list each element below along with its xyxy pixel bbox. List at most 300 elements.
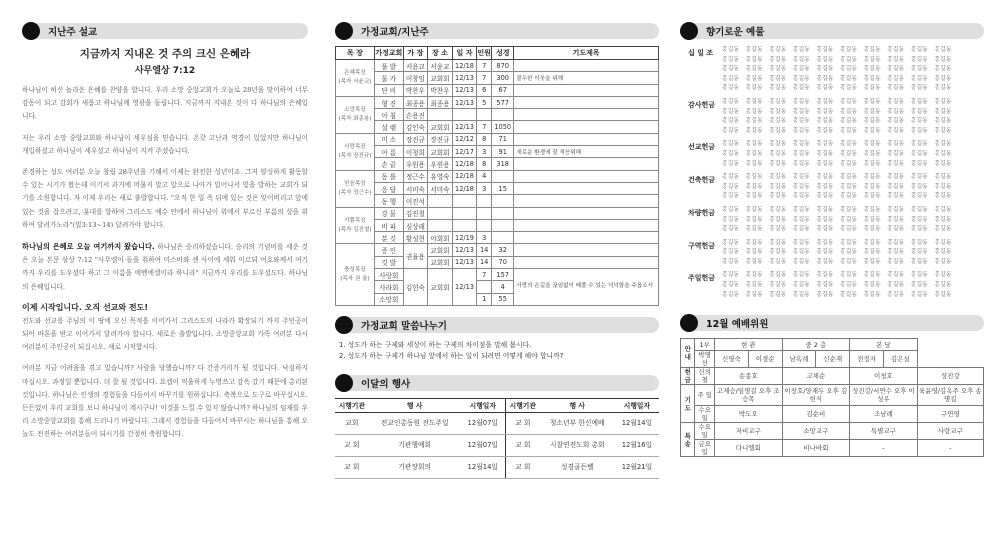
donor-name: 홍길동 xyxy=(816,193,834,200)
table-header: 일 자 xyxy=(452,47,477,60)
table-cell: 심상래 xyxy=(403,219,428,231)
table-cell: 14 xyxy=(477,256,492,268)
donor-name: 홍길동 xyxy=(863,206,881,213)
staff-cell: - xyxy=(917,440,983,457)
table-cell: 870 xyxy=(492,60,514,72)
donor-name: 홍길동 xyxy=(722,150,740,157)
donor-name: 홍길동 xyxy=(863,291,881,298)
donor-name: 홍길동 xyxy=(792,239,810,246)
donor-name: 홍길동 xyxy=(887,75,905,82)
donor-name: 홍길동 xyxy=(887,258,905,265)
staff-cell: 이경순 xyxy=(748,351,782,368)
donor-name: 홍길동 xyxy=(816,160,834,167)
donor-name: 홍길동 xyxy=(934,150,952,157)
table-cell: 교회회 xyxy=(428,269,453,306)
offering-label: 건축헌금 xyxy=(688,176,716,185)
donor-name: 홍길동 xyxy=(745,226,763,233)
donor-name: 홍길동 xyxy=(934,193,952,200)
donor-name: 홍길동 xyxy=(745,282,763,289)
donor-name: 홍길동 xyxy=(745,108,763,115)
table-cell: 12/18 xyxy=(452,158,477,170)
offering-label: 주일헌금 xyxy=(688,274,716,283)
group-leader: (목자 정근수) xyxy=(338,189,372,196)
offering-names xyxy=(722,173,984,202)
donor-name: 홍길동 xyxy=(792,66,810,73)
donor-name: 홍길동 xyxy=(839,141,858,148)
offering-line xyxy=(722,206,984,216)
donor-name: 홍길동 xyxy=(863,249,881,256)
donor-name: 홍길동 xyxy=(722,66,740,73)
prayer-cell xyxy=(514,60,659,72)
donor-name: 홍길동 xyxy=(910,216,928,223)
donor-name: 홍길동 xyxy=(722,160,740,167)
bullet-icon xyxy=(680,22,698,40)
donor-name: 홍길동 xyxy=(722,249,740,256)
staff-cell: 다니엘회 xyxy=(714,440,782,457)
donor-name: 홍길동 xyxy=(769,108,787,115)
table-cell xyxy=(428,219,453,231)
donor-name: 홍길동 xyxy=(934,127,952,134)
table-cell: 1050 xyxy=(492,121,514,133)
table-row xyxy=(336,244,659,256)
donor-name: 홍길동 xyxy=(839,127,858,134)
worship-staff-header: 12월 예배위원 xyxy=(680,314,984,332)
offering-label: 차량헌금 xyxy=(688,208,716,217)
offering-line xyxy=(722,281,984,291)
donor-name: 홍길동 xyxy=(769,56,787,63)
donor-name: 홍길동 xyxy=(792,85,810,92)
donor-name: 홍길동 xyxy=(792,174,810,181)
donor-name: 홍길동 xyxy=(769,141,787,148)
offering-label: 감사헌금 xyxy=(688,100,716,109)
table-cell: 12/17 xyxy=(452,146,477,158)
table-cell xyxy=(477,109,492,121)
event-cell: 교 회 xyxy=(505,456,539,478)
donor-name: 홍길동 xyxy=(769,291,787,298)
table-cell: 55 xyxy=(492,293,514,305)
offering-staff-label: 헌금 xyxy=(681,368,695,385)
donor-name: 홍길동 xyxy=(769,85,787,92)
staff-cell: 사랑교구 xyxy=(917,423,983,440)
table-cell xyxy=(492,170,514,182)
donor-name: 홍길동 xyxy=(816,206,834,213)
donor-name: 홍길동 xyxy=(722,108,740,115)
event-cell: 12월14일 xyxy=(461,456,506,478)
time-cell: 금요일 xyxy=(695,440,715,457)
donor-name: 홍길동 xyxy=(839,85,858,92)
staff-cell: 성진강/서연수 오후 이성우 xyxy=(850,385,918,406)
staff-cell: 고제승/임명길 오후 조승목 xyxy=(714,385,782,406)
donor-name: 홍길동 xyxy=(910,150,928,157)
sermon-paragraph: 존경하는 성도 여러분 오늘 창립 28주년을 기해서 이제는 완전한 성년이죠. 그저 양성하게 활동할 수 있는 시기가 왔는데 이기서 과거에 머물지 말고 앞으로 나아가 일어나서 빛을 발하는 교회가 되기를 소원합니다. 자 이제 우리는 새로 출발합니다. "오직 한 일 즉 뒤에 있는 것은 잊어버리고 앞에 있는 것을 잡으려고, 푯대를 향하여 그리스도 예수 안에서 하나님이 위에서 부르신 부름의 상을 위하여 달려가노라"(빌3:13~14) 달려가야 합니다. xyxy=(22,168,308,229)
donor-name: 홍길동 xyxy=(792,47,810,53)
donor-name: 홍길동 xyxy=(863,127,881,134)
prayer-cell xyxy=(514,109,659,121)
table-row xyxy=(335,412,659,434)
staff-cell: 성진강 xyxy=(917,368,983,385)
donor-name: 홍길동 xyxy=(722,291,740,298)
donor-name: 홍길동 xyxy=(769,272,787,279)
donor-name: 홍길동 xyxy=(745,118,763,125)
table-row xyxy=(336,207,659,219)
donor-name: 홍길동 xyxy=(792,183,810,190)
table-cell: 70 xyxy=(492,256,514,268)
offering-line xyxy=(722,216,984,226)
table-cell: 3 xyxy=(477,232,492,244)
table-cell: 4 xyxy=(477,170,492,182)
donor-name: 홍길동 xyxy=(887,141,905,148)
table-cell: 미 소 xyxy=(374,133,403,145)
donor-name: 홍길동 xyxy=(816,85,834,92)
table-cell: 김진철 xyxy=(403,207,428,219)
donor-name: 홍길동 xyxy=(745,56,763,63)
donor-name: 홍길동 xyxy=(745,272,763,279)
events-header: 이달의 행사 xyxy=(335,374,659,392)
donor-name: 홍길동 xyxy=(910,239,928,246)
donor-name: 홍길동 xyxy=(769,127,787,134)
table-cell: 박찬우 xyxy=(403,84,428,96)
donor-name: 홍길동 xyxy=(722,141,740,148)
donor-name: 홍길동 xyxy=(816,174,834,181)
donor-name: 홍길동 xyxy=(863,258,881,265)
event-cell: 청소년부 한신예배 xyxy=(540,412,615,434)
offering-names xyxy=(722,98,984,136)
offering-row xyxy=(688,140,984,169)
donor-name: 홍길동 xyxy=(839,239,858,246)
donor-name: 홍길동 xyxy=(934,141,952,148)
donor-name: 홍길동 xyxy=(910,108,928,115)
table-cell xyxy=(477,219,492,231)
staff-cell: 저비교구 xyxy=(714,423,782,440)
table-cell: 5 xyxy=(477,96,492,108)
group-leader: (목자 최종용) xyxy=(338,115,372,122)
offering-line xyxy=(722,127,984,137)
donor-name: 홍길동 xyxy=(839,206,858,213)
offering-line xyxy=(722,160,984,170)
offering-line xyxy=(722,291,984,301)
donor-name: 홍길동 xyxy=(722,98,740,105)
staff-cell: 비나바회 xyxy=(782,440,850,457)
donor-name: 홍길동 xyxy=(769,239,787,246)
donor-name: 홍길동 xyxy=(887,216,905,223)
offering-row xyxy=(688,271,984,300)
prayer-cell xyxy=(514,195,659,207)
donor-name: 홍길동 xyxy=(887,272,905,279)
donor-name: 홍길동 xyxy=(863,160,881,167)
table-row xyxy=(336,219,659,231)
table-cell: 1 xyxy=(477,293,492,305)
prayer-cell xyxy=(514,244,659,256)
donor-name: 홍길동 xyxy=(745,183,763,190)
donor-name: 홍길동 xyxy=(816,56,834,63)
sermon-subheading: 이제 시작입니다. 오직 선교와 전도! xyxy=(22,302,149,312)
event-cell: 12월14일 xyxy=(615,412,659,434)
donor-name: 홍길동 xyxy=(722,226,740,233)
prayer-cell xyxy=(514,121,659,133)
table-cell: 이창임 xyxy=(403,72,428,84)
group-cell xyxy=(336,133,375,170)
donor-name: 홍길동 xyxy=(745,291,763,298)
staff-cell: 송종호 xyxy=(714,368,782,385)
staff-cell: 김은실 xyxy=(883,351,917,368)
bullet-icon xyxy=(335,316,353,334)
donor-name: 홍길동 xyxy=(934,108,952,115)
donor-name: 홍길동 xyxy=(934,160,952,167)
group-name: 소망목장 xyxy=(344,106,366,113)
table-row xyxy=(336,109,659,121)
question-item: 1. 성도가 하는 구제와 세상이 하는 구제의 차이점을 말해 봅시다. xyxy=(339,340,532,349)
donor-name: 홍길동 xyxy=(863,85,881,92)
event-cell: 성경골든벨 xyxy=(540,456,615,478)
staff-cell: 특별교구 xyxy=(850,423,918,440)
donor-name: 홍길동 xyxy=(887,150,905,157)
donor-name: 홍길동 xyxy=(792,193,810,200)
table-cell: 12/13 xyxy=(452,244,477,256)
table-cell: 91 xyxy=(492,146,514,158)
staff-cell: 이창호/양재두 오후 김헌식 xyxy=(782,385,850,406)
events-table xyxy=(335,398,659,479)
donor-name: 홍길동 xyxy=(722,174,740,181)
table-cell: 서윤교 xyxy=(428,60,453,72)
donor-name: 홍길동 xyxy=(816,282,834,289)
table-cell: 교회회 xyxy=(428,121,453,133)
offerings-header: 향기로운 예물 xyxy=(680,22,984,40)
offering-label: 십 일 조 xyxy=(688,49,714,57)
donor-name: 홍길동 xyxy=(910,272,928,279)
donor-name: 홍길동 xyxy=(887,206,905,213)
donor-name: 홍길동 xyxy=(863,193,881,200)
table-row xyxy=(336,96,659,108)
donor-name: 홍길동 xyxy=(745,141,763,148)
donor-name: 홍길동 xyxy=(816,47,834,53)
donor-name: 홍길동 xyxy=(745,150,763,157)
donor-name: 홍길동 xyxy=(792,98,810,105)
table-cell: 최종용 xyxy=(428,96,453,108)
event-cell: 교 회 xyxy=(335,456,369,478)
sermon-paragraph: 하나님이 허신 놀라운 은혜를 찬양을 합니다. 우리 소망 중앙교회가 오늘로 28년을 맞이하여 너무 감동이 되고 감회가 새롭고 하나님께 영광을 돌립니다. 지금까지 지내온 것이 다 하나님의 은혜입니다. xyxy=(22,86,308,121)
table-cell: 응 답 xyxy=(374,182,403,194)
offering-line xyxy=(722,239,984,249)
donor-name: 홍길동 xyxy=(769,282,787,289)
donor-name: 홍길동 xyxy=(863,108,881,115)
offering-line xyxy=(722,46,984,56)
donor-name: 홍길동 xyxy=(722,258,740,265)
time-cell: 주 일 xyxy=(695,385,715,406)
staff-cell: 박명선 xyxy=(695,351,715,368)
event-cell: 12월16일 xyxy=(615,434,659,456)
donor-name: 홍길동 xyxy=(769,98,787,105)
table-header: 목 장 xyxy=(336,47,375,60)
donor-name: 홍길동 xyxy=(863,141,881,148)
table-cell: 강 물 xyxy=(374,207,403,219)
table-cell: 장진규 xyxy=(403,133,428,145)
donor-name: 홍길동 xyxy=(792,249,810,256)
donor-name: 홍길동 xyxy=(816,226,834,233)
donor-name: 홍길동 xyxy=(722,85,740,92)
group-name: 사랑목장 xyxy=(344,143,366,150)
donor-name: 홍길동 xyxy=(887,174,905,181)
group-cell xyxy=(336,60,375,97)
donor-name: 홍길동 xyxy=(792,127,810,134)
donor-name: 홍길동 xyxy=(934,226,952,233)
staff-cell: 신영숙 xyxy=(714,351,748,368)
donor-name: 홍길동 xyxy=(839,66,858,73)
donor-name: 홍길동 xyxy=(816,75,834,82)
donor-name: 홍길동 xyxy=(769,150,787,157)
donor-name: 홍길동 xyxy=(934,183,952,190)
event-cell: 기관장회의 xyxy=(369,456,461,478)
table-cell: 야회회 xyxy=(428,232,453,244)
donor-name: 홍길동 xyxy=(910,282,928,289)
table-cell: 증 인 xyxy=(374,244,403,256)
donor-name: 홍길동 xyxy=(769,75,787,82)
table-cell: 7 xyxy=(477,269,492,281)
prayer-cell: 사랑의 손길을 끊임없이 베풀 수 있는 넉넉함을 주옵소서 xyxy=(514,269,659,306)
donor-name: 홍길동 xyxy=(934,174,952,181)
table-cell: 정근수 xyxy=(403,170,428,182)
donor-name: 홍길동 xyxy=(722,216,740,223)
donor-name: 홍길동 xyxy=(745,239,763,246)
donor-name: 홍길동 xyxy=(863,98,881,105)
table-cell: 권율용 xyxy=(403,244,428,269)
donor-name: 홍길동 xyxy=(722,47,740,53)
donor-name: 홍길동 xyxy=(792,272,810,279)
donor-name: 홍길동 xyxy=(887,66,905,73)
donor-name: 홍길동 xyxy=(910,141,928,148)
table-cell: 교회회 xyxy=(428,244,453,256)
table-cell xyxy=(492,232,514,244)
donor-name: 홍길동 xyxy=(839,150,858,157)
prayer-cell xyxy=(514,232,659,244)
offering-line xyxy=(722,258,984,268)
table-row xyxy=(335,456,659,478)
donor-name: 홍길동 xyxy=(769,160,787,167)
house-church-header: 가정교회/지난주 xyxy=(335,22,659,40)
table-cell: 12/18 xyxy=(452,182,477,194)
donor-name: 홍길동 xyxy=(816,108,834,115)
table-cell: 풀 밭 xyxy=(374,60,403,72)
offering-line xyxy=(722,75,984,85)
donor-name: 홍길동 xyxy=(839,282,858,289)
donor-name: 홍길동 xyxy=(792,206,810,213)
donor-name: 홍길동 xyxy=(816,291,834,298)
donor-name: 홍길동 xyxy=(887,193,905,200)
donor-name: 홍길동 xyxy=(934,249,952,256)
table-header: 시행기관 xyxy=(505,398,539,412)
donor-name: 홍길동 xyxy=(863,150,881,157)
table-header: 행 사 xyxy=(540,398,615,412)
donor-name: 홍길동 xyxy=(863,56,881,63)
table-cell: 교회회 xyxy=(428,256,453,268)
donor-name: 홍길동 xyxy=(934,56,952,63)
offering-row xyxy=(688,98,984,136)
donor-name: 홍길동 xyxy=(863,282,881,289)
special-label: 특송 xyxy=(681,423,695,457)
donor-name: 홍길동 xyxy=(887,118,905,125)
donor-name: 홍길동 xyxy=(839,118,858,125)
donor-name: 홍길동 xyxy=(745,98,763,105)
table-cell: 이청희 xyxy=(403,146,428,158)
offering-line xyxy=(722,192,984,202)
table-header: 시행기관 xyxy=(335,398,369,412)
staff-cell: 육윤영/김옥주 오후 송명길 xyxy=(917,385,983,406)
table-cell: 단 비 xyxy=(374,84,403,96)
table-cell: 4 xyxy=(492,281,514,293)
donor-name: 홍길동 xyxy=(934,98,952,105)
prayer-cell xyxy=(514,170,659,182)
table-cell: 12/12 xyxy=(452,133,477,145)
sermon-title: 지금까지 지내온 것 주의 크신 은혜라 xyxy=(79,48,251,60)
donor-name: 홍길동 xyxy=(792,258,810,265)
offering-line xyxy=(722,173,984,183)
donor-name: 홍길동 xyxy=(887,249,905,256)
table-cell: 12/13 xyxy=(452,256,477,268)
event-cell: 12월07일 xyxy=(461,434,506,456)
table-cell: 김헌숙 xyxy=(403,269,428,306)
group-cell xyxy=(336,244,375,305)
donor-name: 홍길동 xyxy=(910,174,928,181)
table-cell: 유영숙 xyxy=(428,170,453,182)
staff-cell: 박도오 xyxy=(714,406,782,423)
offering-line xyxy=(722,183,984,193)
table-cell: 손 끝 xyxy=(374,158,403,170)
donor-name: 홍길동 xyxy=(745,174,763,181)
table-cell: 3 xyxy=(477,146,492,158)
table-cell: 황성현 xyxy=(403,232,428,244)
donor-name: 홍길동 xyxy=(863,239,881,246)
donor-name: 홍길동 xyxy=(863,47,881,53)
table-cell: 우원용 xyxy=(403,158,428,170)
group-leader: (목자 김진철) xyxy=(338,226,372,233)
table-cell: 서윤교 xyxy=(403,60,428,72)
donor-name: 홍길동 xyxy=(839,174,858,181)
donor-name: 홍길동 xyxy=(722,282,740,289)
worship-staff-table: 안내 1부 현 관 중 2 층 본 당 박명선 신영숙 이경순 남옥례 신순재 전정자 김은실 헌금 신의철 송종호 고채순 이청호 성진강 기도 주 일 고제승/임명길 오후 조승목 이창호/양재두 오후 김헌식 성진강/서연수 오후 이성우 육윤영/김옥주 오후 송명길 수요일 박도오 김순비 조남례 구연영 특송 수요일 저비교구 소망교구 특별교구 사랑교구 금요일 다니엘회 비나바회 - - xyxy=(680,338,984,457)
donor-name: 홍길동 xyxy=(792,282,810,289)
donor-name: 홍길동 xyxy=(887,226,905,233)
group-cell xyxy=(336,170,375,207)
donor-name: 홍길동 xyxy=(722,239,740,246)
donor-name: 홍길동 xyxy=(792,75,810,82)
prayer-cell xyxy=(514,182,659,194)
offering-row xyxy=(688,206,984,235)
donor-name: 홍길동 xyxy=(792,56,810,63)
donor-name: 홍길동 xyxy=(839,56,858,63)
table-cell: 우원용 xyxy=(428,158,453,170)
offering-names xyxy=(722,239,984,268)
donor-name: 홍길동 xyxy=(934,66,952,73)
staff-cell: 신의철 xyxy=(695,368,715,385)
table-cell: 형 진 xyxy=(374,96,403,108)
table-cell: 장진규 xyxy=(428,133,453,145)
prayer-cell xyxy=(514,158,659,170)
donor-name: 홍길동 xyxy=(745,258,763,265)
table-cell: 물 가 xyxy=(374,72,403,84)
donor-name: 홍길동 xyxy=(745,160,763,167)
guide-label: 안내 xyxy=(681,339,695,368)
donor-name: 홍길동 xyxy=(910,118,928,125)
table-cell: 157 xyxy=(492,269,514,281)
offering-line xyxy=(722,150,984,160)
donor-name: 홍길동 xyxy=(910,226,928,233)
table-cell: 12/13 xyxy=(452,72,477,84)
table-cell xyxy=(428,195,453,207)
table-cell: 설 렘 xyxy=(374,121,403,133)
offering-line xyxy=(722,65,984,75)
table-cell: 서미숙 xyxy=(403,182,428,194)
donor-name: 홍길동 xyxy=(887,98,905,105)
donor-name: 홍길동 xyxy=(910,160,928,167)
